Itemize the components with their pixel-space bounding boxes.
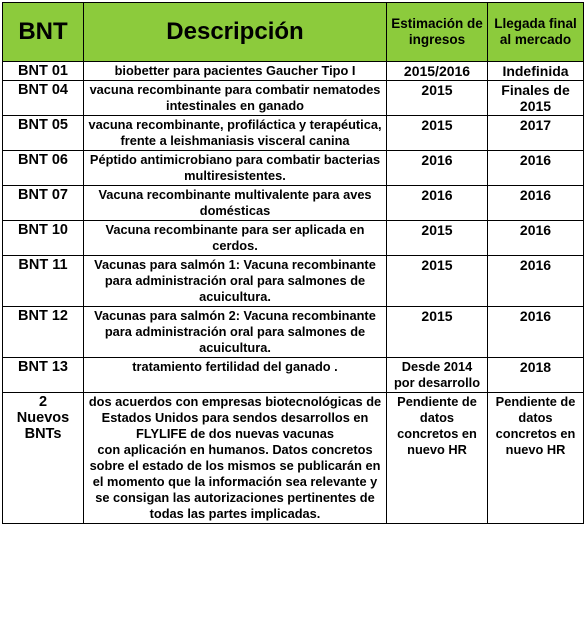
market-arrival-cell: Pendiente de datos concretos en nuevo HR <box>488 393 584 524</box>
market-arrival-cell: 2016 <box>488 307 584 358</box>
revenue-estimate-cell: 2015 <box>387 307 488 358</box>
revenue-estimate-cell: 2016 <box>387 151 488 186</box>
revenue-estimate-cell: 2016 <box>387 186 488 221</box>
table-row <box>3 307 584 358</box>
bnt-table <box>2 2 584 524</box>
description-cell: Vacuna recombinante para ser aplicada en cerdos. <box>84 221 387 256</box>
bnt-id: BNT 07 <box>3 186 84 221</box>
market-arrival-cell: 2017 <box>488 116 584 151</box>
revenue-estimate-cell: 2015 <box>387 81 488 116</box>
bnt-id: 2 Nuevos BNTs <box>3 393 84 524</box>
table-row <box>3 116 584 151</box>
table-row <box>3 393 584 524</box>
description-cell: Vacunas para salmón 1: Vacuna recombinante para administración oral para salmones de acuicultura. <box>84 256 387 307</box>
market-arrival-cell: 2016 <box>488 151 584 186</box>
market-arrival-cell: Finales de 2015 <box>488 81 584 116</box>
market-arrival-cell: 2016 <box>488 256 584 307</box>
description-cell: Vacuna recombinante multivalente para aves domésticas <box>84 186 387 221</box>
bnt-id: BNT 13 <box>3 358 84 393</box>
bnt-id: BNT 04 <box>3 81 84 116</box>
header-estimacion-ingresos: Estimación de ingresos <box>387 3 488 62</box>
market-arrival-cell: 2016 <box>488 186 584 221</box>
table-row <box>3 221 584 256</box>
description-cell: vacuna recombinante, profiláctica y terapéutica, frente a leishmaniasis visceral canina <box>84 116 387 151</box>
bnt-id: BNT 11 <box>3 256 84 307</box>
description-cell: Vacunas para salmón 2: Vacuna recombinante para administración oral para salmones de acuicultura. <box>84 307 387 358</box>
header-bnt: BNT <box>3 3 84 62</box>
table-row <box>3 256 584 307</box>
table-row <box>3 151 584 186</box>
table-row <box>3 81 584 116</box>
revenue-estimate-cell: Pendiente de datos concretos en nuevo HR <box>387 393 488 524</box>
description-cell: dos acuerdos con empresas biotecnológicas de Estados Unidos para sendos desarrollos en FLYLIFE de dos nuevas vacunas con aplicación en humanos. Datos concretos sobre el estado de los mismos se publicarán en el momento que la información sea relevante y se consigan las autorizaciones pertinentes de todas las partes implicadas. <box>84 393 387 524</box>
revenue-estimate-cell: 2015 <box>387 256 488 307</box>
market-arrival-cell: Indefinida <box>488 62 584 81</box>
bnt-id: BNT 01 <box>3 62 84 81</box>
table-row <box>3 358 584 393</box>
revenue-estimate-cell: 2015 <box>387 116 488 151</box>
header-descripcion: Descripción <box>84 3 387 62</box>
header-llegada-mercado: Llegada final al mercado <box>488 3 584 62</box>
revenue-estimate-cell: Desde 2014 por desarrollo <box>387 358 488 393</box>
description-cell: biobetter para pacientes Gaucher Tipo I <box>84 62 387 81</box>
revenue-estimate-cell: 2015/2016 <box>387 62 488 81</box>
revenue-estimate-cell: 2015 <box>387 221 488 256</box>
table-row <box>3 186 584 221</box>
bnt-id: BNT 12 <box>3 307 84 358</box>
bnt-id: BNT 05 <box>3 116 84 151</box>
description-cell: Péptido antimicrobiano para combatir bacterias multiresistentes. <box>84 151 387 186</box>
description-cell: tratamiento fertilidad del ganado . <box>84 358 387 393</box>
header-row <box>3 3 584 62</box>
table-row <box>3 62 584 81</box>
market-arrival-cell: 2016 <box>488 221 584 256</box>
bnt-id: BNT 10 <box>3 221 84 256</box>
market-arrival-cell: 2018 <box>488 358 584 393</box>
description-cell: vacuna recombinante para combatir nematodes intestinales en ganado <box>84 81 387 116</box>
bnt-id: BNT 06 <box>3 151 84 186</box>
